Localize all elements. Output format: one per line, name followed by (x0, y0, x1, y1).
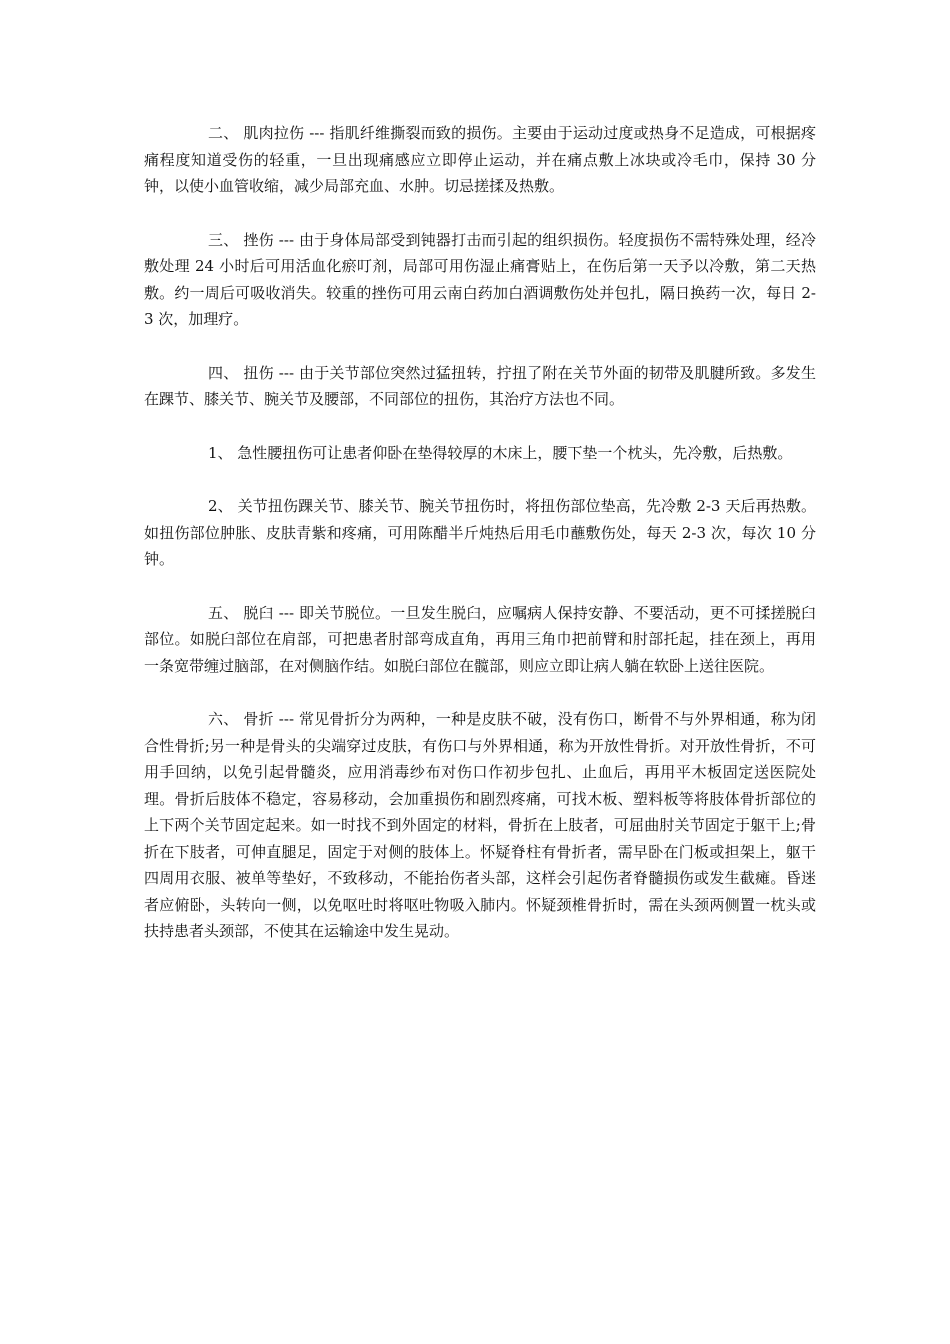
paragraph-lumbar-sprain: 1、 急性腰扭伤可让患者仰卧在垫得较厚的木床上，腰下垫一个枕头，先冷敷，后热敷。 (208, 443, 793, 462)
paragraph-fracture: 六、 骨折 --- 常见骨折分为两种，一种是皮肤不破，没有伤口，断骨不与外界相通，称为闭合性骨折;另一种是骨头的尖端穿过皮肤，有伤口与外界相通，称为开放性骨折。对开放性骨折，不可用手回纳，以免引起骨髓炎，应用消毒纱布对伤口作初步包扎、止血后，再用平木板固定送医院处理。骨折后肢体不稳定，容易移动，会加重损伤和剧烈疼痛，可找木板、塑料板等将肢体骨折部位的上下两个关节固定起来。如一时找不到外固定的材料，骨折在上肢者，可屈曲肘关节固定于躯干上;骨折在下肢者，可伸直腿足，固定于对侧的肢体上。怀疑脊柱有骨折者，需早卧在门板或担架上，躯干四周用衣服、被单等垫好，不致移动，不能抬伤者头部，这样会引起伤者脊髓损伤或发生截瘫。昏迷者应俯卧，头转向一侧，以免呕吐时将呕吐物吸入肺内。怀疑颈椎骨折时，需在头颈两侧置一枕头或扶持患者头颈部，不使其在运输途中发生晃动。 (144, 710, 816, 940)
document-body (144, 120, 816, 972)
paragraph-muscle-strain: 二、 肌肉拉伤 --- 指肌纤维撕裂而致的损伤。主要由于运动过度或热身不足造成，可根据疼痛程度知道受伤的轻重，一旦出现痛感应立即停止运动，并在痛点敷上冰块或冷毛巾，保持 30 分钟，以使小血管收缩，减少局部充血、水肿。切忌搓揉及热敷。 (144, 124, 816, 195)
paragraph-joint-sprain: 2、 关节扭伤踝关节、膝关节、腕关节扭伤时，将扭伤部位垫高，先冷敷 2-3 天后再热敷。如扭伤部位肿胀、皮肤青紫和疼痛，可用陈醋半斤炖热后用毛巾蘸敷伤处，每天 2-3 次，每次 10 分钟。 (144, 497, 816, 568)
paragraph-dislocation: 五、 脱臼 --- 即关节脱位。一旦发生脱臼，应嘱病人保持安静、不要活动，更不可揉搓脱臼部位。如脱臼部位在肩部，可把患者肘部弯成直角，再用三角巾把前臂和肘部托起，挂在颈上，再用一条宽带缠过脑部，在对侧脑作结。如脱臼部位在髋部，则应立即让病人躺在软卧上送往医院。 (144, 603, 816, 675)
paragraph-contusion: 三、 挫伤 --- 由于身体局部受到钝器打击而引起的组织损伤。轻度损伤不需特殊处理，经冷敷处理 24 小时后可用活血化瘀叮剂，局部可用伤湿止痛膏贴上，在伤后第一天予以冷敷，第二天热敷。约一周后可吸收消失。较重的挫伤可用云南白药加白酒调敷伤处并包扎，隔日换药一次，每日 2-3 次，加理疗。 (144, 230, 816, 328)
paragraph-sprain: 四、 扭伤 --- 由于关节部位突然过猛扭转，拧扭了附在关节外面的韧带及肌腱所致。多发生在踝节、膝关节、腕关节及腰部，不同部位的扭伤，其治疗方法也不同。 (144, 363, 816, 408)
